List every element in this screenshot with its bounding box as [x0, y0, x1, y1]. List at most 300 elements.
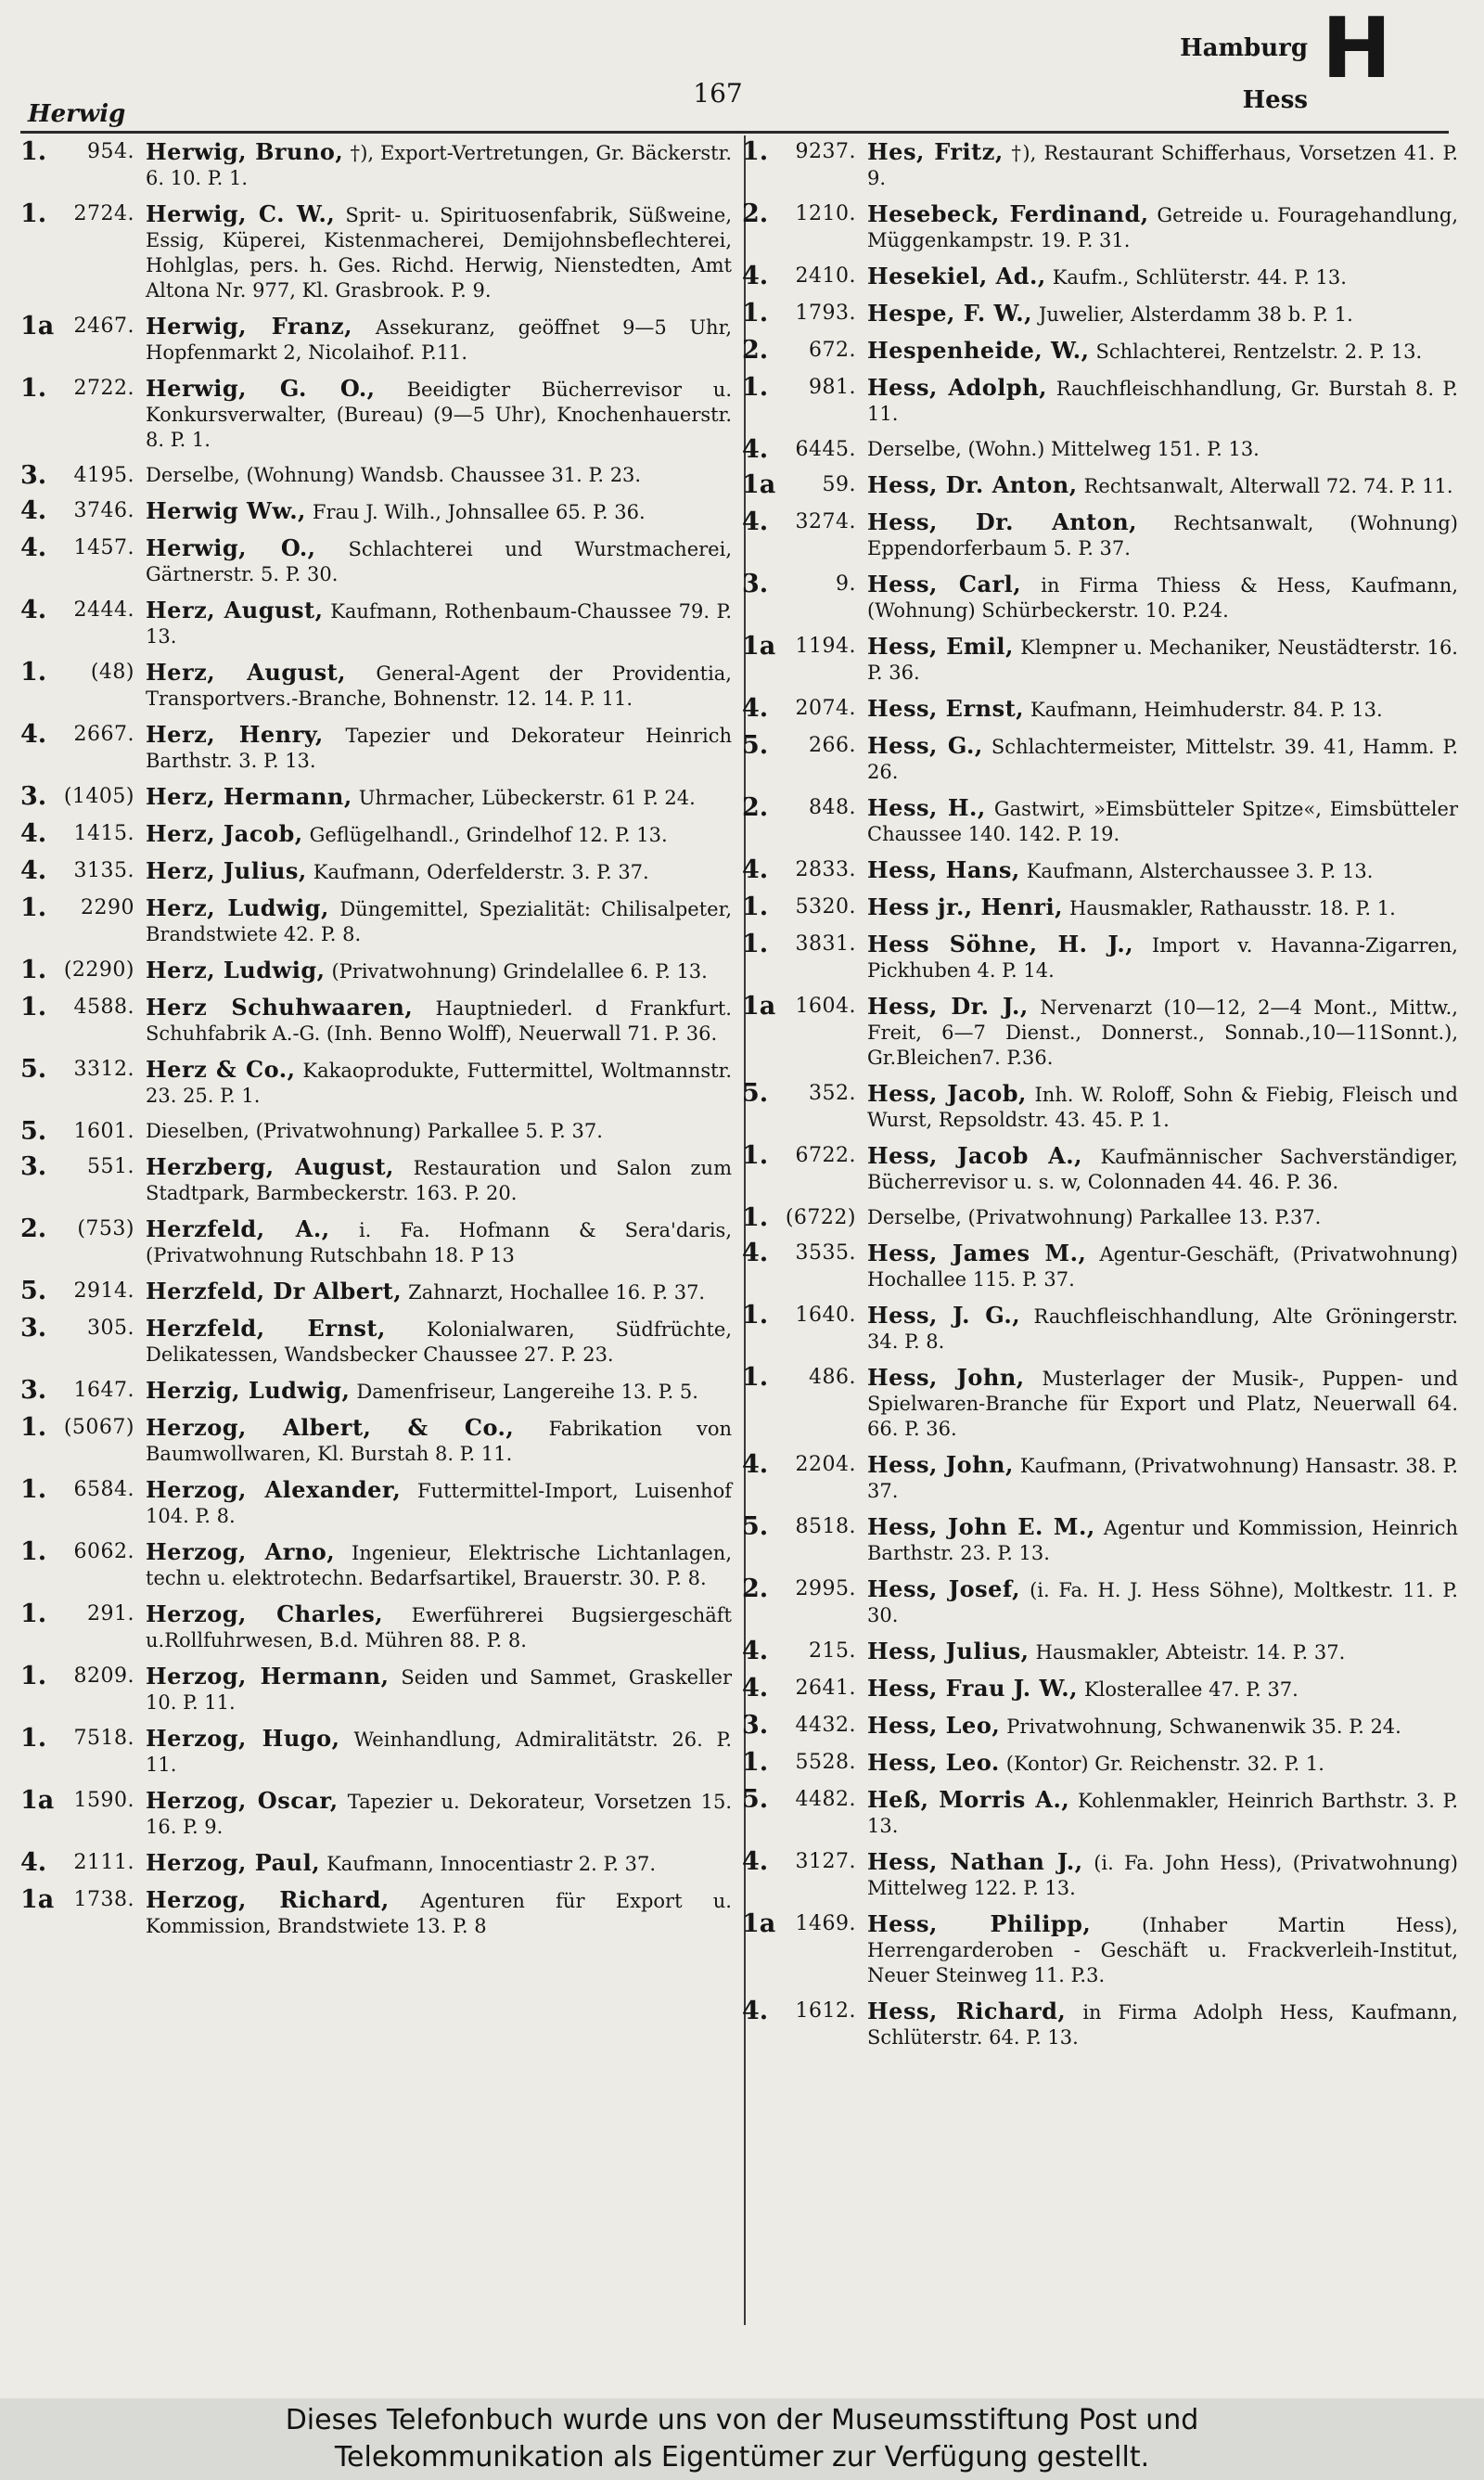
- exchange-number: 1.: [742, 1301, 769, 1330]
- phone-number: 2111.: [73, 1851, 134, 1874]
- exchange-number: 2.: [742, 336, 769, 365]
- phone-number: 3135.: [73, 859, 134, 882]
- directory-entry: [742, 472, 1465, 499]
- exchange-number: 1.: [20, 1537, 47, 1566]
- exchange-number: 4.: [742, 435, 769, 464]
- entry-text: [867, 1911, 1465, 1988]
- directory-entry: [742, 201, 1465, 253]
- exchange-number: 1.: [20, 1724, 47, 1753]
- exchange-number: 4.: [742, 1997, 769, 2025]
- entry-text: [867, 1514, 1465, 1566]
- exchange-number: 4.: [742, 1847, 769, 1876]
- phone-number: 2833.: [795, 858, 856, 881]
- exchange-number: 1.: [742, 893, 769, 921]
- exchange-number: 5.: [742, 1785, 769, 1814]
- entry-text: [867, 1452, 1465, 1504]
- directory-entry: [742, 795, 1465, 847]
- directory-entry: [20, 858, 739, 885]
- directory-entry: [742, 994, 1465, 1071]
- phone-number: 848.: [809, 796, 856, 819]
- subscriber-name: Hess, G.,: [867, 732, 983, 759]
- subscriber-details: Kolonialwaren, Südfrüchte, Delikatessen, Wandsbecker Chaussee 27. P. 23.: [146, 1318, 733, 1366]
- exchange-number: 4.: [20, 596, 47, 624]
- entry-text: [146, 376, 739, 453]
- subscriber-name: Hess, John E. M.,: [867, 1513, 1095, 1540]
- entry-text: [867, 795, 1465, 847]
- right-column: [742, 139, 1465, 2061]
- phone-number: 8209.: [73, 1664, 134, 1688]
- subscriber-details: (i. Fa. H. J. Hess Söhne), Moltkestr. 11. P. 30.: [867, 1579, 1458, 1626]
- subscriber-name: Herzig, Ludwig,: [146, 1377, 351, 1404]
- subscriber-name: Hess, Frau J. W.,: [867, 1675, 1078, 1702]
- subscriber-name: Hess, Dr. Anton,: [867, 471, 1078, 498]
- exchange-number: 1.: [20, 993, 47, 1022]
- subscriber-details: (Kontor) Gr. Reichenstr. 32. P. 1.: [1005, 1753, 1324, 1775]
- directory-entry: [20, 201, 739, 303]
- subscriber-details: Ingenieur, Elektrische Lichtanlagen, techn u. elektrotechn. Bedarfsartikel, Brauerstr. 30. P. 8.: [146, 1542, 732, 1589]
- subscriber-details: in Firma Thiess & Hess, Kaufmann, (Wohnung) Schürbeckerstr. 10. P.24.: [867, 574, 1458, 622]
- phone-number: 2290: [81, 896, 134, 919]
- phone-number: 3535.: [795, 1241, 856, 1265]
- entry-text: [146, 1850, 739, 1877]
- subscriber-details: Schlachterei, Rentzelstr. 2. P. 13.: [1095, 341, 1423, 363]
- phone-number: 8518.: [795, 1515, 856, 1538]
- subscriber-details: Tapezier u. Dekorateur, Vorsetzen 15. 16. P. 9.: [146, 1791, 732, 1838]
- entry-text: [146, 1154, 739, 1206]
- entry-text: [867, 1713, 1465, 1740]
- phone-number: 4195.: [73, 464, 134, 487]
- exchange-number: 1.: [742, 299, 769, 328]
- entry-text: [867, 894, 1465, 921]
- directory-entry: [20, 1788, 739, 1840]
- subscriber-details: Düngemittel, Spezialität: Chilisalpeter, Brandstwiete 42. P. 8.: [146, 898, 732, 945]
- subscriber-name: Herz, Hermann,: [146, 783, 352, 810]
- directory-entry: [20, 314, 739, 366]
- subscriber-details: Nervenarzt (10—12, 2—4 Mont., Mittw., Freit, 6—7 Dienst., Donnerst., Sonnab.,10—11Sonnt.), Gr.Bleichen7. P.36.: [867, 996, 1458, 1069]
- directory-entry: [742, 572, 1465, 623]
- subscriber-details: in Firma Adolph Hess, Kaufmann, Schlüterstr. 64. P. 13.: [867, 2001, 1458, 2049]
- phone-number: 1194.: [795, 635, 856, 658]
- entry-text: [867, 1787, 1465, 1839]
- exchange-number: 4.: [742, 262, 769, 290]
- subscriber-details: General-Agent der Providentia, Transportvers.-Branche, Bohnenstr. 12. 14. P. 11.: [146, 662, 732, 710]
- entry-text: [867, 1143, 1465, 1195]
- exchange-number: 3.: [20, 1152, 47, 1181]
- subscriber-name: Hess, Hans,: [867, 856, 1020, 883]
- exchange-number: 2.: [20, 1214, 47, 1243]
- exchange-number: 4.: [742, 1450, 769, 1479]
- subscriber-name: Herz Schuhwaaren,: [146, 994, 414, 1021]
- entry-text: [146, 995, 739, 1047]
- subscriber-name: Herzog, Arno,: [146, 1538, 336, 1565]
- subscriber-details: Schlachterei und Wurstmacherei, Gärtnerstr. 5. P. 30.: [146, 538, 732, 585]
- subscriber-name: Herz, August,: [146, 597, 324, 623]
- subscriber-name: Herzog, Hugo,: [146, 1725, 340, 1752]
- exchange-number: 4.: [742, 855, 769, 884]
- phone-number: 3746.: [73, 499, 134, 522]
- directory-entry: [742, 437, 1465, 462]
- entry-text: [146, 1057, 739, 1109]
- subscriber-details: Schlachtermeister, Mittelstr. 39. 41, Hamm. P. 26.: [867, 736, 1458, 783]
- exchange-number: 1.: [20, 1475, 47, 1504]
- phone-number: 1590.: [73, 1789, 134, 1812]
- exchange-number: 1a: [742, 632, 776, 661]
- subscriber-details: Hausmakler, Abteistr. 14. P. 37.: [1035, 1641, 1346, 1664]
- directory-entry: [742, 1303, 1465, 1355]
- subscriber-details: Musterlager der Musik-, Puppen- und Spielwaren-Branche für Export und Platz, Neuerwall 64. 66. P. 36.: [867, 1368, 1458, 1440]
- phone-number: 1601.: [73, 1120, 134, 1143]
- running-head-left: Herwig: [28, 100, 126, 128]
- subscriber-details: (Inhaber Martin Hess), Herrengarderoben - Geschäft u. Frackverleih-Institut, Neuer Steinweg 11. P.3.: [867, 1914, 1458, 1986]
- directory-entry: [20, 1057, 739, 1109]
- exchange-number: 5.: [742, 1512, 769, 1541]
- exchange-number: 4.: [20, 819, 47, 848]
- subscriber-details: Agentur-Geschäft, (Privatwohnung) Hochallee 115. P. 37.: [867, 1243, 1458, 1291]
- subscriber-name: Hess, H.,: [867, 794, 986, 821]
- subscriber-name: Herzberg, August,: [146, 1153, 394, 1180]
- directory-entry: [742, 932, 1465, 983]
- exchange-number: 3.: [20, 1376, 47, 1405]
- entry-text: [867, 472, 1465, 499]
- entry-text: [146, 1788, 739, 1840]
- subscriber-name: Hess, Leo,: [867, 1712, 1001, 1739]
- directory-entry: [20, 1664, 739, 1715]
- subscriber-details: Rechtsanwalt, Alterwall 72. 74. P. 11.: [1083, 475, 1453, 497]
- exchange-number: 1.: [20, 1413, 47, 1442]
- running-head-last-name: Hess: [1242, 86, 1308, 114]
- subscriber-details: Restauration und Salon zum Stadtpark, Barmbeckerstr. 163. P. 20.: [146, 1157, 732, 1204]
- phone-number: 2410.: [795, 264, 856, 288]
- subscriber-details: Kaufmann, Oderfelderstr. 3. P. 37.: [313, 861, 649, 883]
- entry-text: [867, 1676, 1465, 1703]
- entry-text: [867, 139, 1465, 191]
- exchange-number: 1.: [742, 1203, 769, 1232]
- exchange-number: 3.: [742, 570, 769, 598]
- entry-text: [867, 301, 1465, 328]
- subscriber-name: Hess, Dr. J.,: [867, 993, 1029, 1020]
- subscriber-details: Rechtsanwalt, (Wohnung) Eppendorferbaum 5. P. 37.: [867, 512, 1458, 559]
- directory-entry: [742, 1081, 1465, 1133]
- subscriber-details: Kohlenmakler, Heinrich Barthstr. 3. P. 13.: [867, 1790, 1459, 1837]
- subscriber-name: Herz, Ludwig,: [146, 894, 329, 921]
- entry-text: [867, 572, 1465, 623]
- directory-entry: [20, 1477, 739, 1529]
- exchange-number: 1a: [742, 1909, 776, 1938]
- subscriber-name: Hess, Jacob,: [867, 1080, 1027, 1107]
- directory-entry: [742, 509, 1465, 561]
- exchange-number: 1.: [20, 374, 47, 403]
- entry-text: [146, 1477, 739, 1529]
- directory-entry: [742, 139, 1465, 191]
- subscriber-name: Hess, John,: [867, 1364, 1025, 1391]
- entry-text: [867, 1998, 1465, 2050]
- exchange-number: 4.: [742, 694, 769, 723]
- exchange-number: 1.: [742, 1363, 769, 1392]
- exchange-number: 3.: [20, 1314, 47, 1343]
- subscriber-name: Herz & Co.,: [146, 1056, 296, 1083]
- entry-text: [146, 660, 739, 712]
- entry-text: [146, 314, 739, 366]
- subscriber-name: Hess, Jacob A.,: [867, 1142, 1083, 1169]
- directory-entry: [20, 139, 739, 191]
- exchange-number: 5.: [742, 1079, 769, 1108]
- directory-entry: [742, 733, 1465, 785]
- subscriber-details: Rauchfleischhandlung, Gr. Burstah 8. P. 11.: [867, 378, 1458, 425]
- entry-text: [867, 733, 1465, 785]
- directory-entry: [742, 1365, 1465, 1442]
- subscriber-name: Hess, Adolph,: [867, 374, 1047, 401]
- subscriber-details: Inh. W. Roloff, Sohn & Fiebig, Fleisch und Wurst, Repsoldstr. 43. 45. P. 1.: [867, 1084, 1459, 1131]
- subscriber-name: Herz, Henry,: [146, 721, 324, 748]
- subscriber-name: Hess, Leo.: [867, 1749, 1000, 1776]
- phone-number: (6722): [785, 1206, 856, 1229]
- phone-number: 3127.: [795, 1850, 856, 1873]
- phone-number: 1210.: [795, 202, 856, 225]
- subscriber-details: Geflügelhandl., Grindelhof 12. P. 13.: [309, 824, 668, 846]
- subscriber-name: Herwig Ww.,: [146, 497, 306, 524]
- subscriber-name: Hespenheide, W.,: [867, 337, 1090, 364]
- exchange-number: 4.: [742, 1674, 769, 1703]
- exchange-number: 3.: [20, 461, 47, 490]
- subscriber-details: Privatwohnung, Schwanenwik 35. P. 24.: [1006, 1715, 1401, 1738]
- exchange-number: 4.: [742, 508, 769, 536]
- subscriber-name: Herzog, Paul,: [146, 1849, 321, 1876]
- archive-footer: [0, 2398, 1484, 2480]
- subscriber-details: Hausmakler, Rathausstr. 18. P. 1.: [1069, 897, 1396, 919]
- running-head-right: [1180, 22, 1308, 126]
- directory-entry: [20, 660, 739, 712]
- directory-entry: [20, 722, 739, 774]
- phone-number: 672.: [809, 339, 856, 362]
- entry-text: [867, 1240, 1465, 1292]
- subscriber-name: Herz, August,: [146, 659, 347, 686]
- subscriber-name: Herzog, Albert, & Co.,: [146, 1414, 515, 1441]
- subscriber-name: Herwig, Franz,: [146, 313, 352, 340]
- directory-entry: [742, 1638, 1465, 1665]
- subscriber-name: Hess, Julius,: [867, 1638, 1030, 1664]
- subscriber-name: Hess, John,: [867, 1451, 1014, 1478]
- subscriber-name: Hess, Carl,: [867, 571, 1022, 598]
- subscriber-details: Kaufmann, (Privatwohnung) Hansastr. 38. P. 37.: [867, 1455, 1459, 1502]
- subscriber-details: Fabrikation von Baumwollwaren, Kl. Burstah 8. P. 11.: [146, 1418, 732, 1465]
- entry-text: [867, 932, 1465, 983]
- subscriber-details: Kaufmännischer Sachverständiger, Bücherrevisor u. s. w, Colonnaden 44. 46. P. 36.: [867, 1146, 1458, 1193]
- phone-number: 9.: [836, 572, 856, 596]
- entry-text: [867, 437, 1465, 462]
- exchange-number: 1.: [20, 137, 47, 166]
- subscriber-details: Dieselben, (Privatwohnung) Parkallee 5. P. 37.: [146, 1120, 603, 1142]
- phone-number: 1640.: [795, 1304, 856, 1327]
- directory-entry: [20, 1154, 739, 1206]
- exchange-number: 1.: [742, 1141, 769, 1170]
- entry-text: [867, 338, 1465, 365]
- entry-text: [146, 201, 739, 303]
- phone-number: 7518.: [73, 1727, 134, 1750]
- entry-text: [146, 1601, 739, 1653]
- entry-text: [146, 463, 739, 488]
- subscriber-details: Kakaoprodukte, Futtermittel, Woltmannstr. 23. 25. P. 1.: [146, 1060, 733, 1107]
- exchange-number: 2.: [742, 199, 769, 228]
- phone-number: 215.: [809, 1639, 856, 1663]
- phone-number: 2467.: [73, 315, 134, 338]
- entry-text: [146, 895, 739, 947]
- subscriber-details: †), Export-Vertretungen, Gr. Bäckerstr. 6. 10. P. 1.: [146, 142, 732, 189]
- footer-line-2: Telekommunikation als Eigentümer zur Verfügung gestellt.: [334, 2441, 1150, 2474]
- subscriber-details: Agentur und Kommission, Heinrich Barthstr. 23. P. 13.: [867, 1517, 1459, 1564]
- directory-entry: [20, 1415, 739, 1467]
- entry-text: [146, 957, 739, 984]
- subscriber-details: Uhrmacher, Lübeckerstr. 61 P. 24.: [358, 787, 696, 809]
- subscriber-details: Ewerführerei Bugsiergeschäft u.Rollfuhrwesen, B.d. Mühren 88. P. 8.: [146, 1604, 732, 1651]
- page-number: 167: [693, 78, 743, 109]
- exchange-number: 1.: [20, 1662, 47, 1690]
- subscriber-name: Herwig, G. O.,: [146, 375, 376, 402]
- entry-text: [146, 598, 739, 649]
- phone-number: 6722.: [795, 1144, 856, 1167]
- directory-entry: [742, 1676, 1465, 1703]
- directory-entry: [20, 895, 739, 947]
- subscriber-name: Hess, Ernst,: [867, 695, 1025, 722]
- entry-text: [867, 1205, 1465, 1230]
- subscriber-details: Kaufmann, Heimhuderstr. 84. P. 13.: [1030, 699, 1383, 721]
- phone-number: 2724.: [73, 202, 134, 225]
- subscriber-name: Hespe, F. W.,: [867, 300, 1032, 327]
- entry-text: [146, 858, 739, 885]
- phone-number: 9237.: [795, 140, 856, 163]
- subscriber-details: Kaufmann, Rothenbaum-Chaussee 79. P. 13.: [146, 600, 732, 648]
- directory-entry: [20, 995, 739, 1047]
- subscriber-details: Klempner u. Mechaniker, Neustädterstr. 16. P. 36.: [867, 636, 1458, 684]
- directory-entry: [20, 1726, 739, 1778]
- phone-number: 1738.: [73, 1888, 134, 1911]
- phone-number: 3274.: [795, 510, 856, 533]
- directory-entry: [20, 463, 739, 488]
- subscriber-name: Herwig, C. W.,: [146, 200, 336, 227]
- phone-number: 1604.: [795, 995, 856, 1018]
- exchange-number: 4.: [20, 1848, 47, 1877]
- phone-number: (753): [77, 1217, 134, 1240]
- exchange-number: 4.: [20, 496, 47, 525]
- exchange-number: 1a: [20, 312, 55, 341]
- subscriber-details: Weinhandlung, Admiralitätstr. 26. P. 11.: [146, 1728, 732, 1776]
- subscriber-details: Tapezier und Dekorateur Heinrich Barthstr. 3. P. 13.: [146, 725, 732, 772]
- subscriber-details: Kaufmann, Alsterchaussee 3. P. 13.: [1026, 860, 1374, 882]
- header-rule: [20, 131, 1449, 134]
- subscriber-details: Derselbe, (Privatwohnung) Parkallee 13. P.37.: [867, 1206, 1322, 1228]
- exchange-number: 4.: [742, 1239, 769, 1267]
- entry-text: [867, 375, 1465, 427]
- directory-entry: [742, 1452, 1465, 1504]
- directory-entry: [742, 1750, 1465, 1777]
- phone-number: 6584.: [73, 1478, 134, 1501]
- exchange-number: 1.: [20, 956, 47, 984]
- subscriber-name: Herz, Ludwig,: [146, 957, 326, 983]
- entry-text: [867, 1576, 1465, 1628]
- entry-text: [867, 696, 1465, 723]
- entry-text: [867, 201, 1465, 253]
- phone-number: 4588.: [73, 996, 134, 1019]
- phone-number: 1469.: [795, 1912, 856, 1935]
- directory-entry: [742, 1240, 1465, 1292]
- entry-text: [867, 1750, 1465, 1777]
- subscriber-name: Herz, Julius,: [146, 857, 307, 884]
- directory-entry: [20, 1539, 739, 1591]
- directory-entry: [742, 1576, 1465, 1628]
- exchange-number: 5.: [20, 1117, 47, 1146]
- subscriber-details: (i. Fa. John Hess), (Privatwohnung) Mittelweg 122. P. 13.: [867, 1852, 1459, 1899]
- subscriber-name: Hes, Fritz,: [867, 138, 1004, 165]
- exchange-number: 4.: [742, 1637, 769, 1665]
- subscriber-details: Kaufmann, Innocentiastr 2. P. 37.: [326, 1853, 657, 1875]
- phone-number: 305.: [87, 1317, 134, 1340]
- phone-number: 2667.: [73, 723, 134, 746]
- entry-text: [867, 1303, 1465, 1355]
- subscriber-name: Herzog, Alexander,: [146, 1476, 402, 1503]
- phone-number: (2290): [63, 958, 134, 982]
- phone-number: 4482.: [795, 1788, 856, 1811]
- directory-entry: [742, 696, 1465, 723]
- subscriber-details: Klosterallee 47. P. 37.: [1083, 1678, 1298, 1701]
- phone-number: 2204.: [795, 1453, 856, 1476]
- subscriber-details: Damenfriseur, Langereihe 13. P. 5.: [356, 1381, 698, 1403]
- phone-number: (5067): [63, 1416, 134, 1439]
- phone-number: 2074.: [795, 697, 856, 720]
- subscriber-name: Herzog, Richard,: [146, 1886, 390, 1913]
- directory-entry: [20, 498, 739, 525]
- subscriber-details: Assekuranz, geöffnet 9—5 Uhr, Hopfenmarkt 2, Nicolaihof. P.11.: [146, 316, 732, 364]
- section-letter: H: [1322, 0, 1392, 97]
- entry-text: [867, 1081, 1465, 1133]
- exchange-number: 1.: [20, 893, 47, 922]
- directory-entry: [742, 894, 1465, 921]
- subscriber-name: Hess Söhne, H. J.,: [867, 931, 1134, 957]
- entry-text: [146, 1415, 739, 1467]
- footer-line-1: Dieses Telefonbuch wurde uns von der Museumsstiftung Post und: [285, 2404, 1199, 2436]
- subscriber-details: Agenturen für Export u. Kommission, Brandstwiete 13. P. 8: [146, 1890, 732, 1937]
- directory-entry: [742, 375, 1465, 427]
- subscriber-details: Derselbe, (Wohn.) Mittelweg 151. P. 13.: [867, 438, 1260, 460]
- subscriber-details: Kaufm., Schlüterstr. 44. P. 13.: [1052, 266, 1347, 289]
- exchange-number: 1.: [20, 199, 47, 228]
- directory-entry: [742, 1787, 1465, 1839]
- directory-entry: [742, 1849, 1465, 1901]
- subscriber-details: Gastwirt, »Eimsbütteler Spitze«, Eimsbütteler Chaussee 140. 142. P. 19.: [867, 798, 1458, 845]
- phone-number: 1457.: [73, 536, 134, 559]
- entry-text: [867, 509, 1465, 561]
- phone-number: 59.: [822, 473, 856, 496]
- subscriber-details: †), Restaurant Schifferhaus, Vorsetzen 41. P. 9.: [867, 142, 1458, 189]
- directory-entry: [20, 535, 739, 587]
- phone-number: 1647.: [73, 1379, 134, 1402]
- entry-text: [867, 1365, 1465, 1442]
- entry-text: [146, 821, 739, 848]
- exchange-number: 1a: [20, 1786, 55, 1815]
- directory-entry: [742, 1998, 1465, 2050]
- entry-text: [146, 1539, 739, 1591]
- exchange-number: 3.: [20, 782, 47, 811]
- subscriber-name: Herzfeld, A.,: [146, 1215, 330, 1242]
- phone-number: 1612.: [795, 1999, 856, 2023]
- directory-entry: [20, 784, 739, 811]
- city-label: Hamburg: [1180, 34, 1308, 62]
- phone-number: 5320.: [795, 895, 856, 919]
- subscriber-name: Herzfeld, Dr Albert,: [146, 1278, 403, 1304]
- subscriber-name: Herzog, Charles,: [146, 1600, 384, 1627]
- directory-entry: [20, 957, 739, 984]
- subscriber-name: Hess, J. G.,: [867, 1302, 1021, 1329]
- subscriber-name: Hess, Nathan J.,: [867, 1848, 1083, 1875]
- directory-entry: [742, 1205, 1465, 1230]
